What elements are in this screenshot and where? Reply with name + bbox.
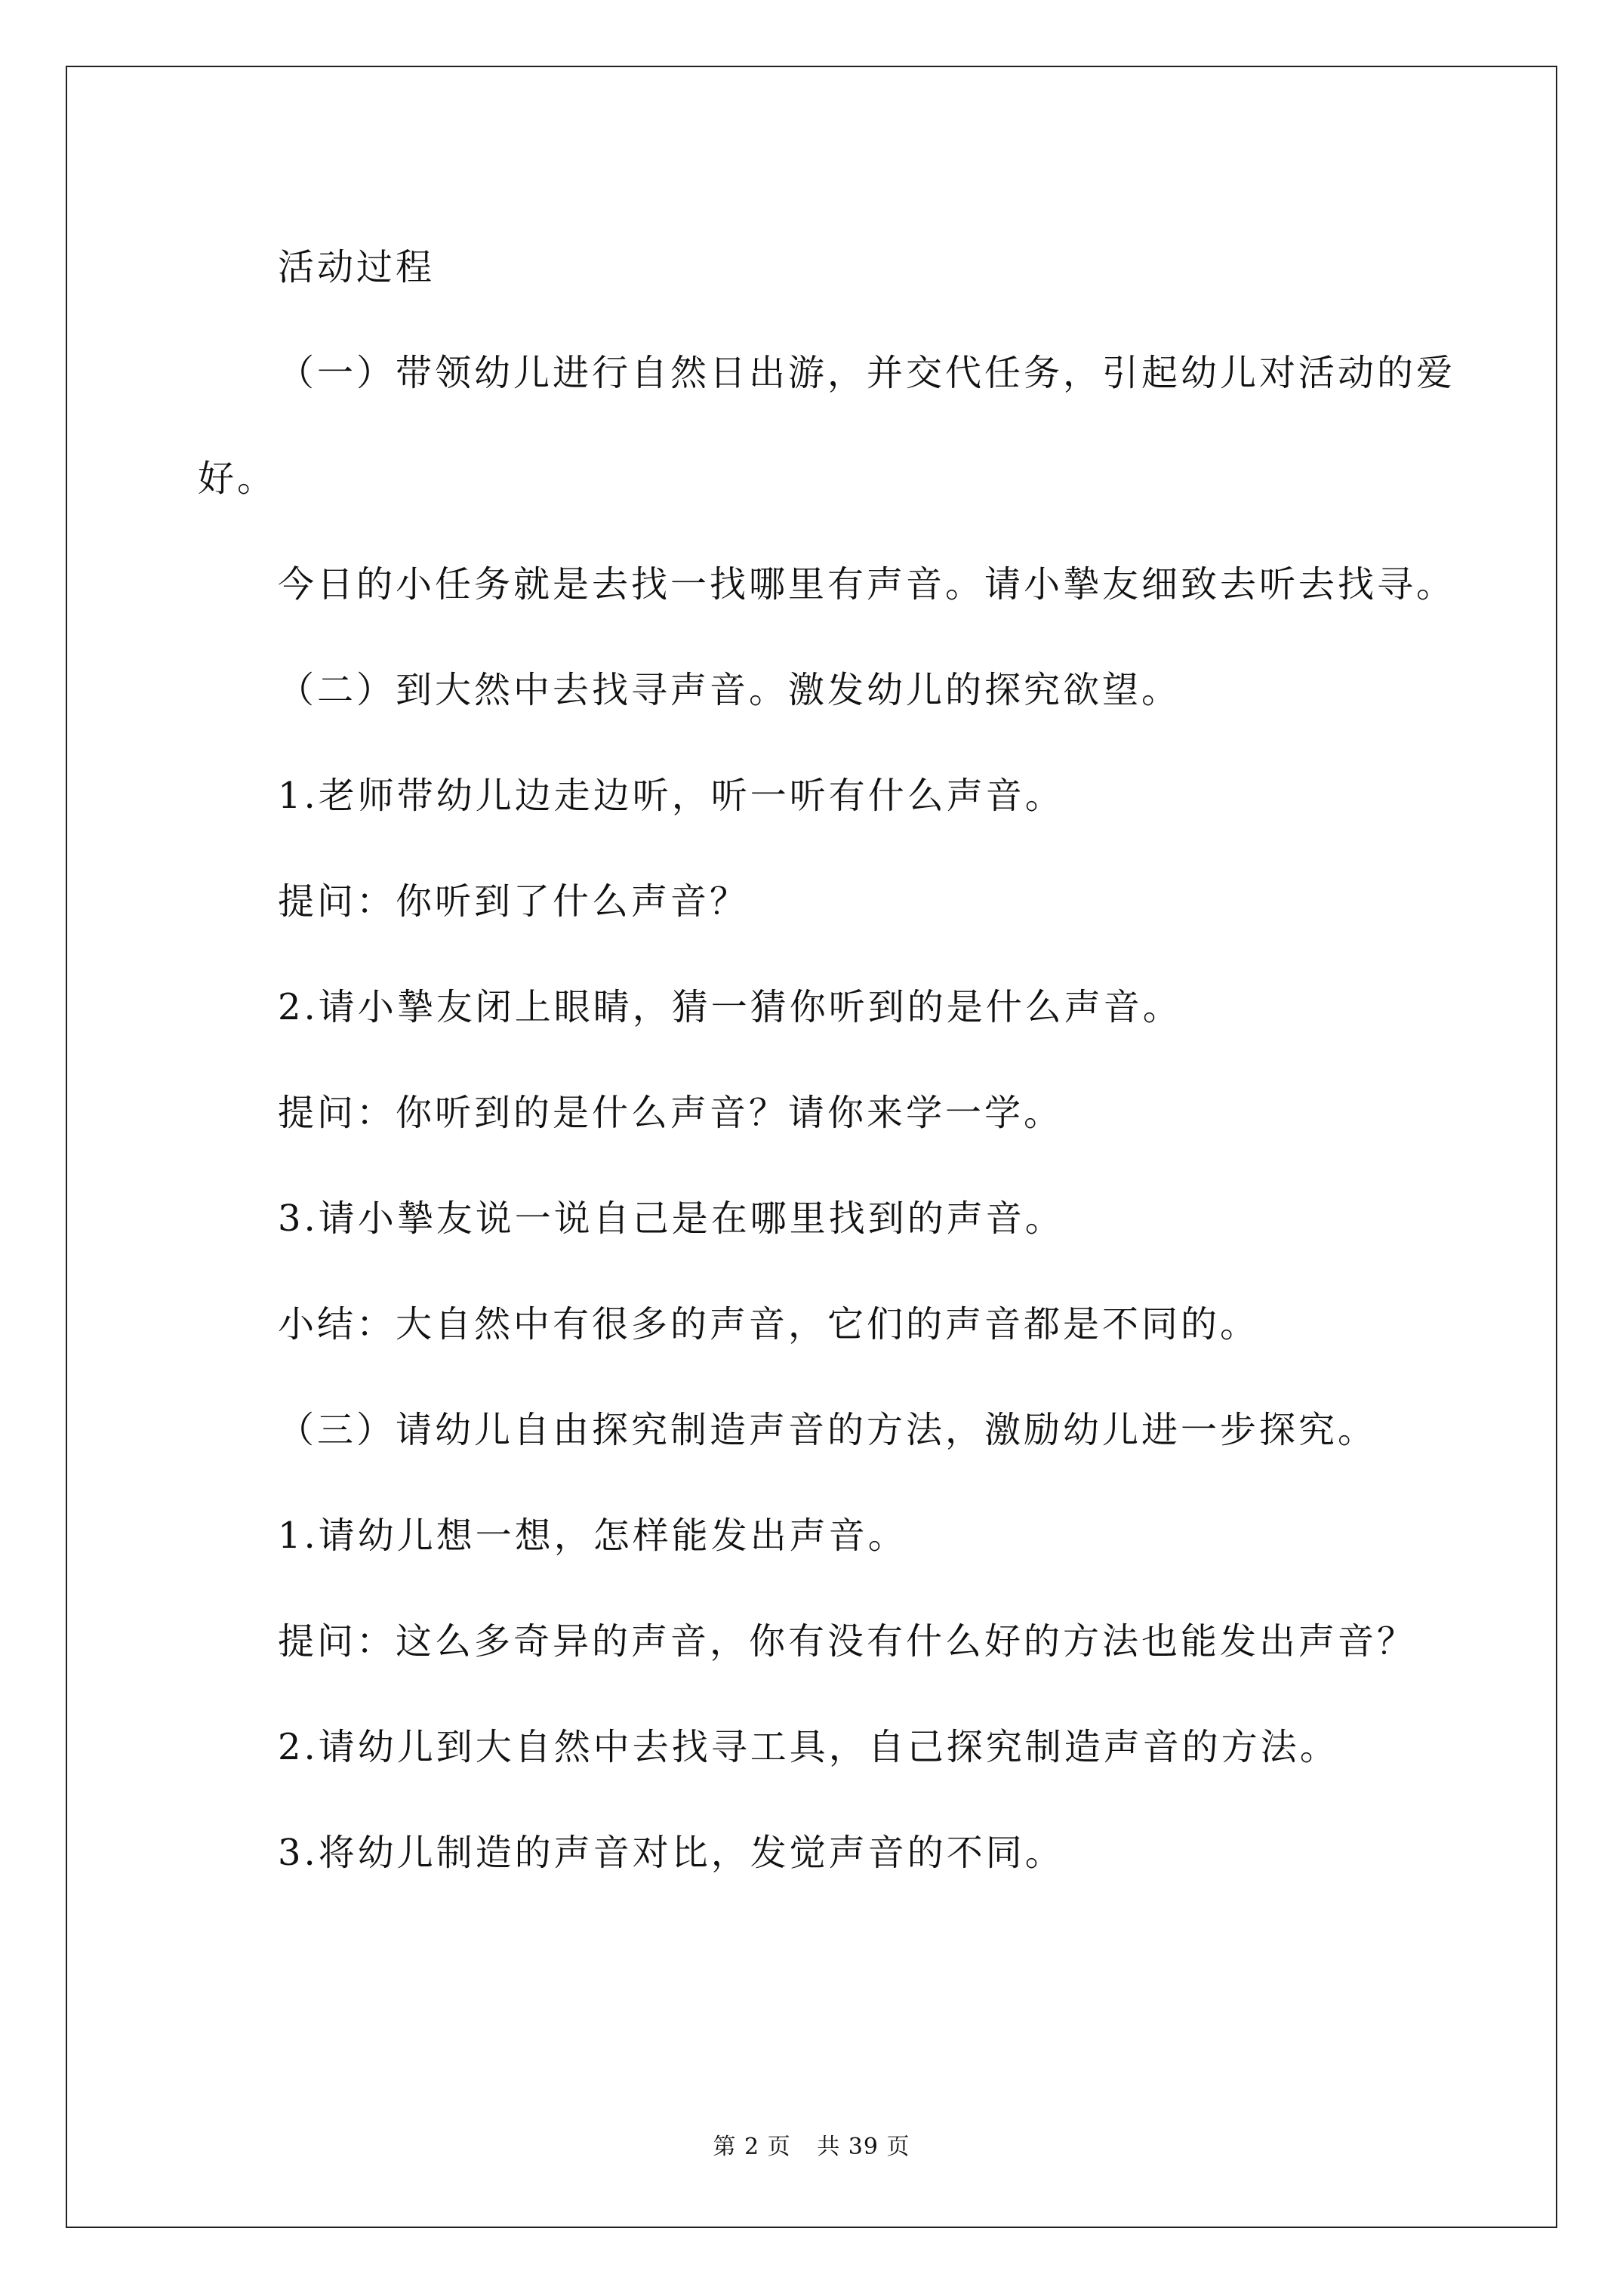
paragraph: 3.将幼儿制造的声音对比，发觉声音的不同。 (278, 1832, 1064, 1874)
paragraph: 1.请幼儿想一想，怎样能发出声音。 (278, 1515, 907, 1557)
document-body (198, 214, 1511, 1906)
page-total: 共 39 页 (817, 2134, 910, 2160)
paragraph: （二）到大然中去找寻声音。激发幼儿的探究欲望。 (278, 669, 1181, 711)
paragraph: （三）请幼儿自由探究制造声音的方法，激励幼儿进一步探究。 (278, 1409, 1378, 1451)
paragraph: （一）带领幼儿进行自然日出游，并交代任务，引起幼儿对活动的爱好。 (198, 352, 1456, 500)
paragraph: 2.请幼儿到大自然中去找寻工具，自己探究制造声音的方法。 (278, 1726, 1339, 1768)
paragraph: 提问：这么多奇异的声音，你有没有什么好的方法也能发出声音？ (278, 1620, 1417, 1663)
paragraph: 提问：你听到了什么声音？ (278, 880, 750, 923)
paragraph: 3.请小摯友说一说自己是在哪里找到的声音。 (278, 1197, 1064, 1240)
page-footer (0, 2128, 1623, 2161)
page-number: 第 2 页 (713, 2134, 791, 2160)
paragraph: 提问：你听到的是什么声音？请你来学一学。 (278, 1092, 1064, 1134)
paragraph: 小结：大自然中有很多的声音，它们的声音都是不同的。 (278, 1303, 1260, 1345)
paragraph: 今日的小任务就是去找一找哪里有声音。请小摯友细致去听去找寻。 (278, 563, 1456, 606)
paragraph: 2.请小摯友闭上眼睛，猜一猜你听到的是什么声音。 (278, 986, 1182, 1028)
paragraph-heading: 活动过程 (278, 246, 436, 288)
paragraph: 1.老师带幼儿边走边听，听一听有什么声音。 (278, 775, 1064, 817)
